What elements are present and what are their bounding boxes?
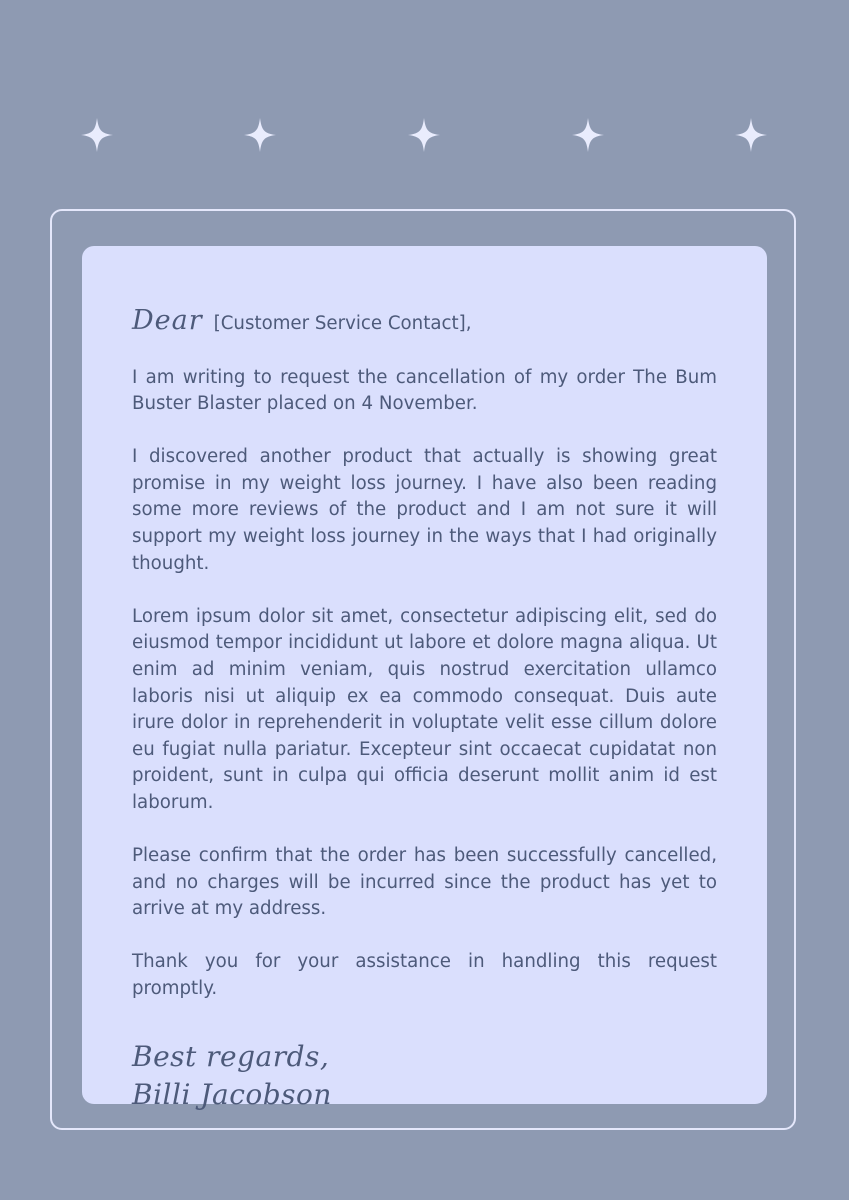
sparkle-icon <box>572 118 604 152</box>
letter-body <box>132 305 717 1114</box>
paragraph-thanks: Thank you for your assistance in handling this request promptly. <box>132 951 717 999</box>
letter-card <box>82 246 767 1112</box>
paragraph-reason: I discovered another product that actually is showing great promise in my weight loss journey. I have also been reading some more reviews of the product and I am not sure it will support my weight loss journey in the ways that I had originally thought. <box>132 446 717 574</box>
recipient-name: [Customer Service Contact], <box>213 313 472 334</box>
closing-line: Best regards, <box>132 1040 330 1074</box>
sparkle-icon <box>81 118 113 152</box>
paragraph-request: I am writing to request the cancellation of my order The Bum Buster Blaster placed on 4 November. <box>132 366 717 415</box>
salutation-dear: Dear <box>132 305 203 336</box>
paragraph-confirm: Please confirm that the order has been successfully cancelled, and no charges will be incurred since the product has yet to arrive at my address. <box>132 845 717 920</box>
signature: Billi Jacobson <box>132 1078 332 1112</box>
sparkle-icon <box>735 118 767 152</box>
salutation <box>132 305 717 338</box>
sparkle-icon <box>244 118 276 152</box>
sparkle-icon <box>408 118 440 152</box>
decorative-stars-row <box>0 118 849 154</box>
paragraph-lorem: Lorem ipsum dolor sit amet, consectetur adipiscing elit, sed do eiusmod tempor incididunt ut labore et dolore magna aliqua. Ut enim ad minim veniam, quis nostrud exercitation ullamco laboris nisi ut aliquip ex ea commodo consequat. Duis aute irure dolor in reprehenderit in voluptate velit esse cillum dolore eu fugiat nulla pariatur. Excepteur sint occaecat cupidatat non proident, sunt in culpa qui officia deserunt mollit anim id est laborum. <box>132 605 717 813</box>
